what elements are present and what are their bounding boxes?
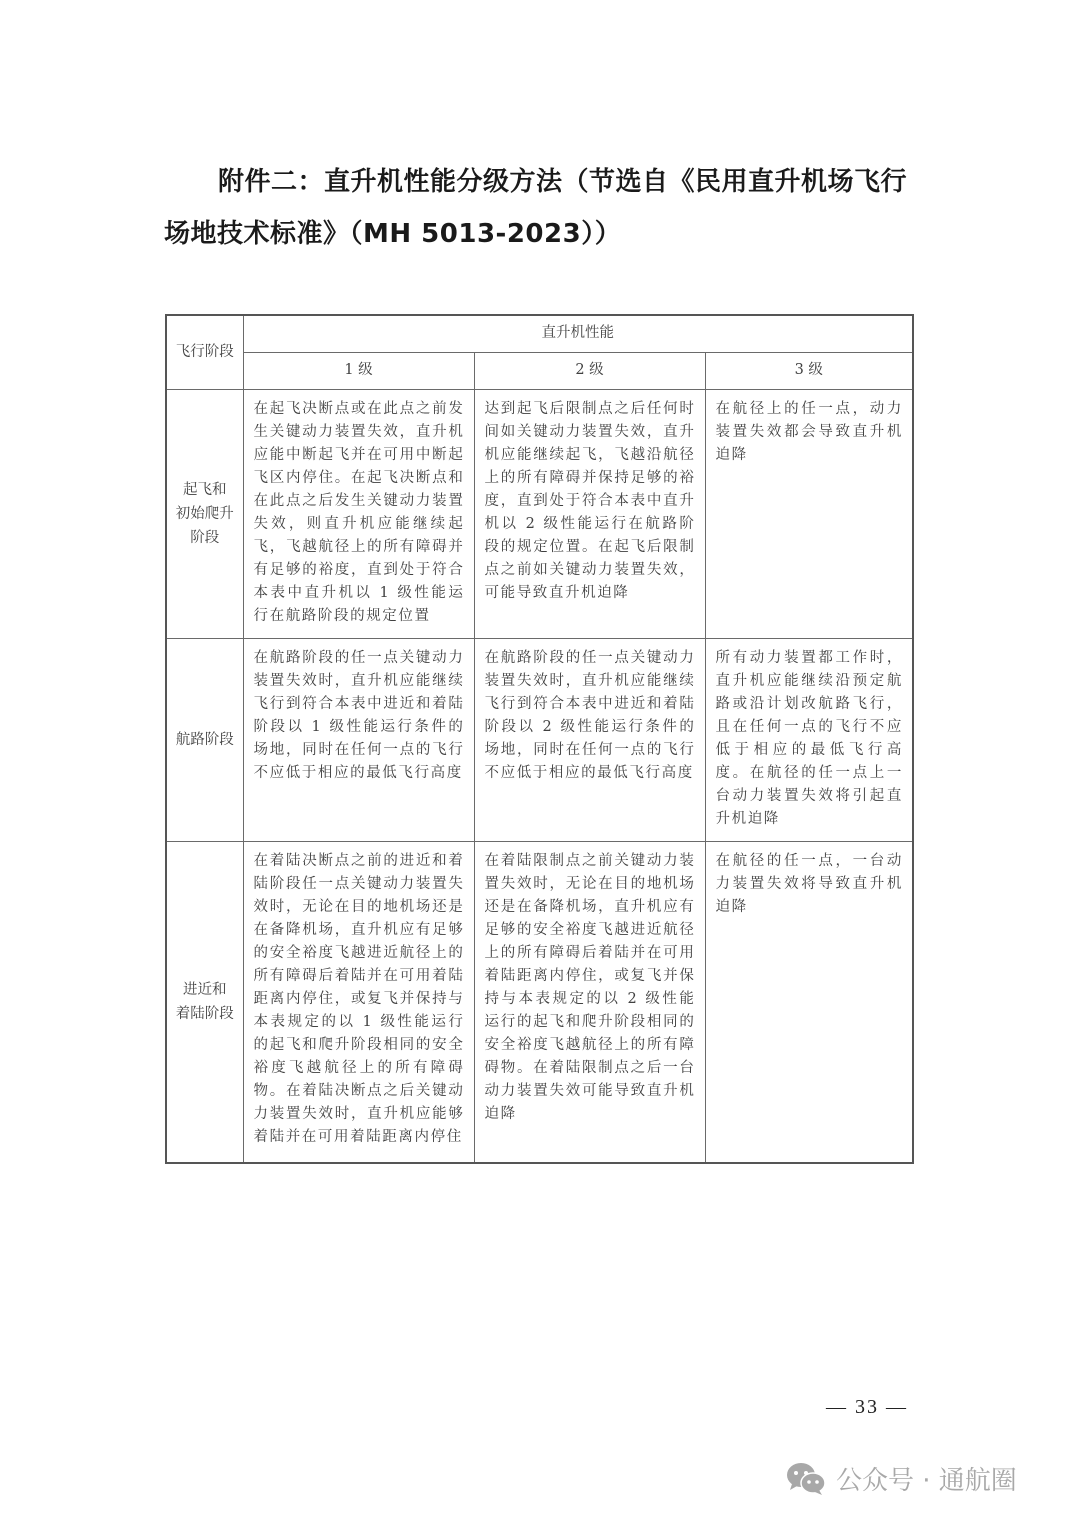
title-line-2: 场地技术标准》（MH 5013-2023）） bbox=[164, 219, 622, 249]
stage-line: 阶段 bbox=[190, 529, 220, 546]
wechat-icon bbox=[786, 1462, 826, 1496]
table-row bbox=[166, 841, 913, 1163]
stage-line: 着陆阶段 bbox=[175, 1005, 234, 1022]
cell-level-1 bbox=[243, 638, 474, 841]
cell-text: 在航径的任一点，一台动力装置失效将导致直升机迫降 bbox=[715, 852, 904, 915]
watermark-text: 公众号 · 通航圈 bbox=[836, 1466, 1017, 1496]
cell-level-3 bbox=[705, 841, 913, 1163]
cell-text: 所有动力装置都工作时，直升机应能继续沿预定航路或沿计划改航路飞行，且在任何一点的飞行不应低于相应的最低飞行高度。在航径的任一点上一台动力装置失效将引起直升机迫降 bbox=[715, 649, 904, 827]
header-level-2: 2 级 bbox=[474, 352, 705, 389]
stage-cell-takeoff bbox=[166, 389, 243, 638]
page-number: — 33 — bbox=[826, 1396, 908, 1418]
table-header-row bbox=[166, 315, 913, 352]
stage-line: 起飞和 bbox=[183, 481, 227, 498]
cell-level-2 bbox=[474, 389, 705, 638]
cell-level-1 bbox=[243, 841, 474, 1163]
cell-text: 在着陆限制点之前关键动力装置失效时，无论在目的地机场还是在备降机场，直升机应有足够的安全裕度飞越进近航径上的所有障碍后着陆并在可用着陆距离内停住，或复飞并保持与本表规定的以 2 级性能运行的起飞和爬升阶段相同的安全裕度飞越航径上的所有障碍物。在着陆限制点之后一台动力装置失效可能导致直升机迫降 bbox=[484, 852, 696, 1122]
cell-text: 在航径上的任一点，动力装置失效都会导致直升机迫降 bbox=[715, 400, 904, 463]
stage-line: 初始爬升 bbox=[175, 505, 234, 522]
cell-level-2 bbox=[474, 841, 705, 1163]
cell-text: 在航路阶段的任一点关键动力装置失效时，直升机应能继续飞行到符合本表中进近和着陆阶段以 1 级性能运行条件的场地，同时在任何一点的飞行不应低于相应的最低飞行高度 bbox=[253, 649, 465, 781]
stage-line: 进近和 bbox=[183, 981, 227, 998]
title-line-1: 附件二：直升机性能分级方法（节选自《民用直升机场飞行 bbox=[218, 167, 908, 197]
cell-level-3 bbox=[705, 638, 913, 841]
table-row bbox=[166, 638, 913, 841]
table-row bbox=[166, 389, 913, 638]
cell-level-1 bbox=[243, 389, 474, 638]
header-flight-stage: 飞行阶段 bbox=[166, 315, 243, 389]
cell-text: 在着陆决断点之前的进近和着陆阶段任一点关键动力装置失效时，无论在目的地机场还是在备降机场，直升机应有足够的安全裕度飞越进近航径上的所有障碍后着陆并在可用着陆距离内停住，或复飞并保持与本表规定的以 1 级性能运行的起飞和爬升阶段相同的安全裕度飞越航径上的所有障碍物。在着陆决断点之后关键动力装置失效时，直升机应能够着陆并在可用着陆距离内停住 bbox=[253, 852, 465, 1145]
stage-cell-enroute bbox=[166, 638, 243, 841]
stage-cell-approach-landing bbox=[166, 841, 243, 1163]
watermark bbox=[786, 1460, 1017, 1497]
cell-text: 在起飞决断点或在此点之前发生关键动力装置失效，直升机应能中断起飞并在可用中断起飞区内停住。在起飞决断点和在此点之后发生关键动力装置失效，则直升机应能继续起飞，飞越航径上的所有障碍并有足够的裕度，直到处于符合本表中直升机以 1 级性能运行在航路阶段的规定位置 bbox=[253, 400, 465, 624]
performance-class-table bbox=[165, 314, 914, 1164]
cell-level-3 bbox=[705, 389, 913, 638]
document-title bbox=[164, 156, 924, 260]
header-level-3: 3 级 bbox=[705, 352, 913, 389]
cell-level-2 bbox=[474, 638, 705, 841]
stage-line: 航路阶段 bbox=[175, 731, 234, 748]
cell-text: 达到起飞后限制点之后任何时间如关键动力装置失效，直升机应能继续起飞，飞越沿航径上的所有障碍并保持足够的裕度，直到处于符合本表中直升机以 2 级性能运行在航路阶段的规定位置。在起飞后限制点之前如关键动力装置失效，可能导致直升机迫降 bbox=[484, 400, 696, 601]
table-subheader-row bbox=[166, 352, 913, 389]
header-level-1: 1 级 bbox=[243, 352, 474, 389]
header-helicopter-performance: 直升机性能 bbox=[243, 315, 913, 352]
cell-text: 在航路阶段的任一点关键动力装置失效时，直升机应能继续飞行到符合本表中进近和着陆阶段以 2 级性能运行条件的场地，同时在任何一点的飞行不应低于相应的最低飞行高度 bbox=[484, 649, 696, 781]
